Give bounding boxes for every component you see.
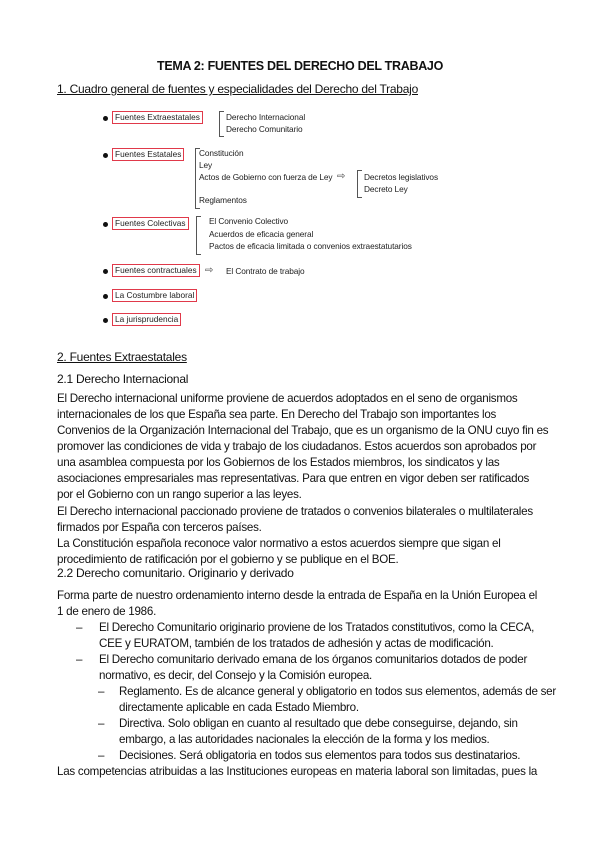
paragraph-line: El Derecho internacional paccionado proviene de tratados o convenios bilaterales o multilaterales xyxy=(57,505,533,518)
bullet-icon xyxy=(103,116,108,121)
box-fuentes-extraestatales: Fuentes Extraestatales xyxy=(112,111,203,124)
diagram-item: Reglamentos xyxy=(199,195,247,205)
dash-bullet: – xyxy=(76,653,83,666)
paragraph-line: Las competencias atribuidas a las Instituciones europeas en materia laboral son limitadas, pues la xyxy=(57,765,538,778)
sub-list-item-line: Directiva. Solo obligan en cuanto al resultado que debe conseguirse, dejando, sin xyxy=(119,717,518,730)
section-2-heading: 2. Fuentes Extraestatales xyxy=(57,350,187,364)
list-item-line: El Derecho comunitario derivado emana de los órganos comunitarios dotados de poder xyxy=(99,653,528,666)
brace-icon xyxy=(357,170,362,198)
sub-list-item-line: Reglamento. Es de alcance general y obligatorio en todos sus elementos, además de ser xyxy=(119,685,556,698)
brace-icon xyxy=(196,216,201,255)
section-2-1-heading: 2.1 Derecho Internacional xyxy=(57,372,189,386)
diagram-item: Pactos de eficacia limitada o convenios extraestatutarios xyxy=(209,241,412,251)
diagram-item: Decretos legislativos xyxy=(364,172,438,182)
dash-bullet: – xyxy=(98,717,105,730)
dash-bullet: – xyxy=(76,621,83,634)
diagram-item: Actos de Gobierno con fuerza de Ley xyxy=(199,172,333,182)
sub-list-item-line: embargo, a las autoridades nacionales la elección de la forma y los medios. xyxy=(119,733,490,746)
dash-bullet: – xyxy=(98,685,105,698)
box-costumbre-laboral: La Costumbre laboral xyxy=(112,289,197,302)
sub-list-item-line: directamente aplicable en cada Estado Miembro. xyxy=(119,701,359,714)
paragraph-line: El Derecho internacional uniforme proviene de acuerdos adoptados en el seno de organismos xyxy=(57,392,518,405)
list-item-line: El Derecho Comunitario originario proviene de los Tratados constitutivos, como la CECA, xyxy=(99,621,535,634)
bullet-icon xyxy=(103,318,108,323)
paragraph-line: por el Gobierno con un rango superior a las leyes. xyxy=(57,488,302,501)
section-1-heading: 1. Cuadro general de fuentes y especialidades del Derecho del Trabajo xyxy=(57,82,418,96)
paragraph-line: firmados por España con terceros países. xyxy=(57,521,262,534)
paragraph-line: 1 de enero de 1986. xyxy=(57,605,157,618)
list-item-line: normativo, es decir, del Consejo y la Comisión europea. xyxy=(99,669,373,682)
dash-bullet: – xyxy=(98,749,105,762)
list-item-line: CEE y EURATOM, también de los tratados de adhesión y actas de modificación. xyxy=(99,637,494,650)
diagram-item: Ley xyxy=(199,160,213,170)
arrow-right-icon: ⇨ xyxy=(337,171,346,182)
paragraph-line: una asamblea compuesta por los Gobiernos de los Estados miembros, los sindicatos y las xyxy=(57,456,500,469)
bullet-icon xyxy=(103,153,108,158)
diagram-item: Derecho Internacional xyxy=(226,112,306,122)
paragraph-line: La Constitución española reconoce valor normativo a estos acuerdos siempre que sigan el xyxy=(57,537,501,550)
box-fuentes-contractuales: Fuentes contractuales xyxy=(112,264,200,277)
box-jurisprudencia: La jurisprudencia xyxy=(112,313,181,326)
diagram-item: Constitución xyxy=(199,148,244,158)
bullet-icon xyxy=(103,222,108,227)
box-fuentes-colectivas: Fuentes Colectivas xyxy=(112,217,189,230)
document-title: TEMA 2: FUENTES DEL DERECHO DEL TRABAJO xyxy=(156,59,443,73)
paragraph-line: promover las condiciones de vida y trabajo de los ciudadanos. Estos acuerdos son aprobados por xyxy=(57,440,537,453)
box-fuentes-estatales: Fuentes Estatales xyxy=(112,148,184,161)
paragraph-line: Forma parte de nuestro ordenamiento interno desde la entrada de España en la Unión Europea el xyxy=(57,589,538,602)
diagram-item: Acuerdos de eficacia general xyxy=(209,229,314,239)
paragraph-line: internacionales de los que España sea parte. En Derecho del Trabajo son importantes los xyxy=(57,408,497,421)
sub-list-item-line: Decisiones. Será obligatoria en todos sus elementos para todos sus destinatarios. xyxy=(119,749,521,762)
arrow-right-icon: ⇨ xyxy=(205,265,214,276)
diagram-item: Decreto Ley xyxy=(364,184,408,194)
bullet-icon xyxy=(103,294,108,299)
diagram-item: Derecho Comunitario xyxy=(226,124,303,134)
paragraph-line: asociaciones empresariales mas representativas. Para que entren en vigor deben ser ratificados xyxy=(57,472,530,485)
diagram-item: El Contrato de trabajo xyxy=(226,266,305,276)
bullet-icon xyxy=(103,269,108,274)
section-2-2-heading: 2.2 Derecho comunitario. Originario y derivado xyxy=(57,566,294,580)
paragraph-line: procedimiento de ratificación por el gobierno y se publique en el BOE. xyxy=(57,553,399,566)
paragraph-line: Convenios de la Organización Internacional del Trabajo, que es un organismo de la ONU cuyo fin es xyxy=(57,424,549,437)
brace-icon xyxy=(219,111,224,137)
diagram-item: El Convenio Colectivo xyxy=(209,216,289,226)
